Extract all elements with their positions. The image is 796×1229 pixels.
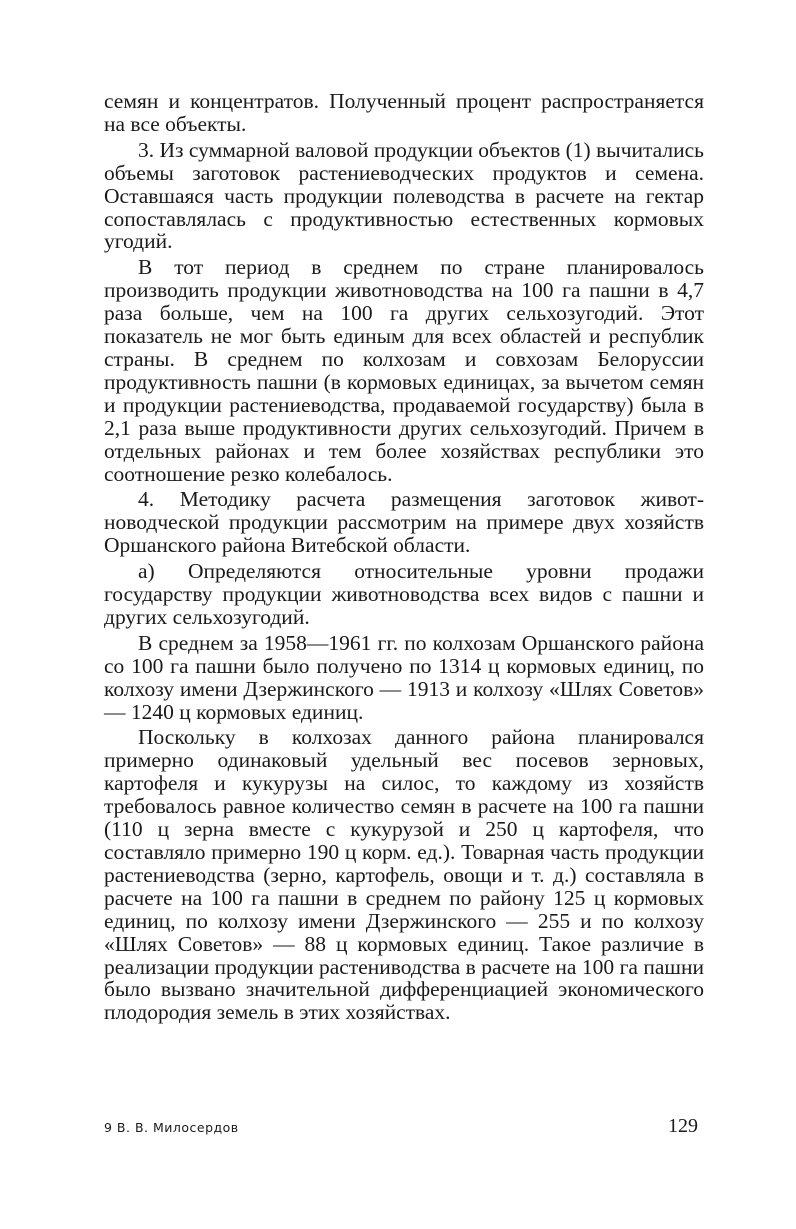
printer-signature: 9 В. В. Милосердов xyxy=(104,1120,239,1135)
page-footer xyxy=(104,1115,698,1138)
paragraph-7: Поскольку в колхозах данного района планировался примерно одинаковый удельный вес посевов зерновых, картофеля и кукурузы на силос, то каждому из хозяйств требовалось равное количество семян в расчете на 100 га пашни (110 ц зерна вместе с кукурузой и 250 ц картофеля, что составляло примерно 190 ц корм. ед.). Товарная часть продукции растениеводства (зерно, картофель, овощи и т. д.) составляла в расчете на 100 га пашни в среднем по району 125 ц кормовых единиц, по колхозу имени Дзержинского — 255 и по колхозу «Шлях Советов» — 88 ц кормовых единиц. Такое различие в реализации продукции растениводства в расчете на 100 га пашни было вызвано значительной дифференциацией экономического плодородия земель в этих хозяйствах. xyxy=(104,725,704,1025)
paragraph-2: 3. Из суммарной валовой продукции объектов (1) вычитались объемы заготовок растениеводческих продуктов и семена. Оставшаяся часть продукции полеводства в расчете на гектар сопоставлялась с продуктивностью естественных кормовых угодий. xyxy=(104,137,704,254)
paragraph-3: В тот период в среднем по стране планировалось производить продукции животноводства на 100 га пашни в 4,7 раза больше, чем на 100 га других сельхозугодий. Этот показатель не мог быть единым для всех областей и республик страны. В среднем по колхозам и совхозам Белоруссии продуктивность пашни (в кормовых единицах, за вычетом семян и продукции растениеводства, продаваемой государству) была в 2,1 раза выше продуктивности других сельхозугодий. Причем в отдельных районах и тем более хозяйствах республики это соотношение резко колебалось. xyxy=(104,255,704,486)
paragraph-4: 4. Методику расчета размещения заготовок животноводческой продукции рассмотрим на примере двух хозяйств Оршанского района Витебской области. xyxy=(104,487,704,558)
paragraph-1: семян и концентратов. Полученный процент распространяется на все объекты. xyxy=(104,89,704,136)
paragraph-6: В среднем за 1958—1961 гг. по колхозам Оршанского района со 100 га пашни было получено по 1314 ц кормовых единиц, по колхозу имени Дзержинского — 1913 и колхозу «Шлях Советов» — 1240 ц кормовых единиц. xyxy=(104,630,704,724)
page-number: 129 xyxy=(668,1115,698,1137)
paragraph-5: а) Определяются относительные уровни продажи государству продукции животноводства всех видов с пашни и других сельхозугодий. xyxy=(104,559,704,629)
body-text xyxy=(104,90,704,1027)
